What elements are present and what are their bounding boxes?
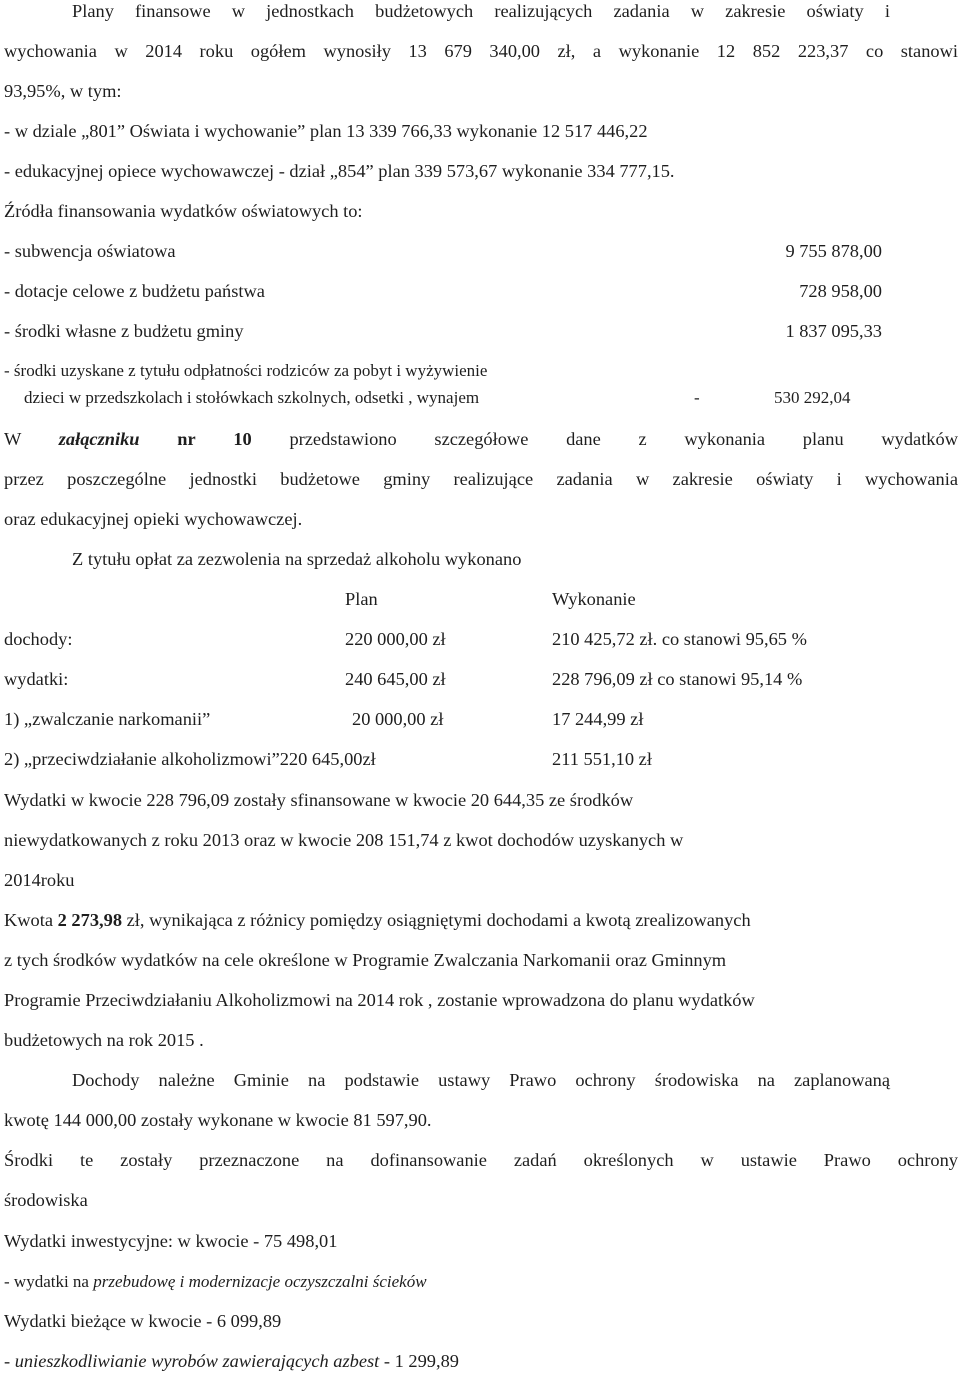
para1-line2: wychowania w 2014 roku ogółem wynosiły 13 679 340,00 zł, a wykonanie 12 852 223,37 co stanowi: [4, 41, 958, 61]
row-alkoholizm-label: 2) „przeciwdziałanie alkoholizmowi”220 645,00zł: [4, 749, 376, 769]
current-item-amount: - 1 299,89: [379, 1351, 459, 1371]
alcohol-heading: Z tytułu opłat za zezwolenia na sprzedaż alkoholu wykonano: [72, 549, 522, 569]
row-wydatki-exec: 228 796,09 zł co stanowi 95,14 %: [552, 669, 803, 689]
source-label-1: - subwencja oświatowa: [4, 241, 176, 261]
source-label-2: - dotacje celowe z budżetu państwa: [4, 281, 265, 301]
para4-line1: Dochody należne Gminie na podstawie ustawy Prawo ochrony środowiska na zaplanowaną: [72, 1070, 890, 1090]
col-exec-header: Wykonanie: [552, 589, 636, 609]
source-amount-2: 728 958,00: [799, 281, 882, 301]
sources-title: Źródła finansowania wydatków oświatowych to:: [4, 201, 363, 221]
source-dash-4: -: [694, 388, 700, 407]
source-label-4-line1: - środki uzyskane z tytułu odpłatności rodziców za pobyt i wyżywienie: [4, 361, 488, 380]
row-wydatki-plan: 240 645,00 zł: [345, 669, 446, 689]
annex-line2: przez poszczególne jednostki budżetowe gminy realizujące zadania w zakresie oświaty i wychowania: [4, 469, 958, 489]
para1-line4: - w dziale „801” Oświata i wychowanie” plan 13 339 766,33 wykonanie 12 517 446,22: [4, 121, 648, 141]
source-label-3: - środki własne z budżetu gminy: [4, 321, 244, 341]
invest-item-italic: przebudowę i modernizacje oczyszczalni ścieków: [93, 1272, 427, 1291]
annex-line3: oraz edukacyjnej opieki wychowawczej.: [4, 509, 303, 529]
current-expenses-line: Wydatki bieżące w kwocie - 6 099,89: [4, 1311, 282, 1331]
kwota-word: Kwota: [4, 910, 58, 930]
para1-line5: - edukacyjnej opiece wychowawczej - dział „854” plan 339 573,67 wykonanie 334 777,15.: [4, 161, 675, 181]
invest-item: [4, 1273, 427, 1290]
current-item-dash: -: [4, 1351, 15, 1371]
row-dochody-label: dochody:: [4, 629, 73, 649]
row-wydatki-label: wydatki:: [4, 669, 69, 689]
source-amount-3: 1 837 095,33: [785, 321, 882, 341]
invest-item-prefix: - wydatki na: [4, 1272, 94, 1291]
para1-line3: 93,95%, w tym:: [4, 81, 122, 101]
para3-line3: Programie Przeciwdziałaniu Alkoholizmowi na 2014 rok , zostanie wprowadzona do planu wydatków: [4, 990, 755, 1010]
para2-line1: Wydatki w kwocie 228 796,09 zostały sfinansowane w kwocie 20 644,35 ze środków: [4, 790, 634, 810]
row-narkomania-exec: 17 244,99 zł: [552, 709, 644, 729]
kwota-amount: 2 273,98: [57, 910, 123, 930]
row-alkoholizm-exec: 211 551,10 zł: [552, 749, 652, 769]
para2-line3: 2014roku: [4, 870, 75, 890]
row-narkomania-plan: 20 000,00 zł: [352, 709, 444, 729]
source-amount-4: 530 292,04: [774, 388, 851, 407]
row-narkomania-label: 1) „zwalczanie narkomanii”: [4, 709, 211, 729]
para1-line1: Plany finansowe w jednostkach budżetowych realizujących zadania w zakresie oświaty i: [72, 1, 890, 21]
para4-line3: Środki te zostały przeznaczone na dofinansowanie zadań określonych w ustawie Prawo ochrony: [4, 1150, 958, 1170]
annex-w: W: [4, 429, 22, 449]
para3-line1: [4, 911, 751, 929]
source-label-4-line2: dzieci w przedszkolach i stołówkach szkolnych, odsetki , wynajem: [24, 388, 480, 407]
invest-line: Wydatki inwestycyjne: w kwocie - 75 498,01: [4, 1231, 338, 1251]
row-dochody-exec: 210 425,72 zł. co stanowi 95,65 %: [552, 629, 807, 649]
annex-nr: nr: [177, 429, 196, 449]
col-plan-header: Plan: [345, 589, 378, 609]
annex-zalacznik: załączniku: [58, 429, 140, 449]
para3-line2: z tych środków wydatków na cele określone w Programie Zwalczania Narkomanii oraz Gminnym: [4, 950, 727, 970]
current-item: [4, 1352, 459, 1370]
para4-line4: środowiska: [4, 1190, 88, 1210]
row-dochody-plan: 220 000,00 zł: [345, 629, 446, 649]
annex-line1: [4, 430, 958, 448]
current-item-italic: unieszkodliwianie wyrobów zawierających azbest: [14, 1351, 380, 1371]
annex-number: 10: [233, 429, 252, 449]
para2-line2: niewydatkowanych z roku 2013 oraz w kwocie 208 151,74 z kwot dochodów uzyskanych w: [4, 830, 684, 850]
source-amount-1: 9 755 878,00: [785, 241, 882, 261]
para4-line2: kwotę 144 000,00 zostały wykonane w kwocie 81 597,90.: [4, 1110, 432, 1130]
kwota-rest: zł, wynikająca z różnicy pomiędzy osiągniętymi dochodami a kwotą zrealizowanych: [122, 910, 751, 930]
para3-line4: budżetowych na rok 2015 .: [4, 1030, 204, 1050]
annex-rest: przedstawiono szczegółowe dane z wykonania planu wydatków: [289, 429, 958, 449]
